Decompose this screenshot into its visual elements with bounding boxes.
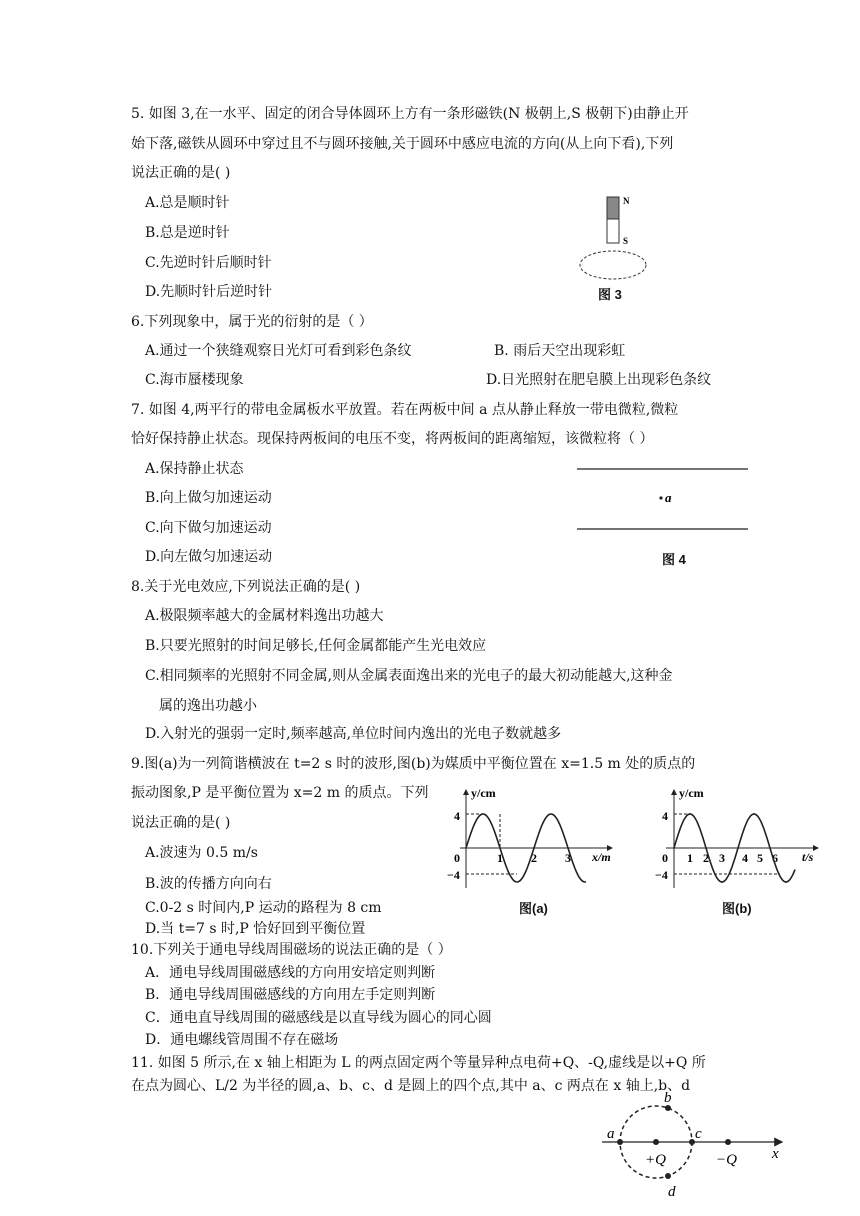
graph-a-xtick-3: 3	[565, 851, 571, 865]
q9-stem-line2: 振动图象,P 是平衡位置为 x=2 m 的质点。下列	[131, 785, 429, 801]
q5-stem-line3: 说法正确的是( )	[131, 165, 231, 181]
label-a: a	[607, 1126, 615, 1142]
q8-option-b: B.只要光照射的时间足够长,任何金属都能产生光电效应	[145, 638, 487, 654]
figure-3-magnet-ring	[570, 190, 680, 285]
q6-option-d: D.日光照射在肥皂膜上出现彩色条纹	[486, 372, 712, 388]
south-label: S	[623, 236, 629, 246]
graph-b-vibration	[650, 780, 830, 895]
graph-b-ytick-bottom: −4	[655, 868, 668, 882]
graph-a-ytick-top: 4	[454, 809, 460, 823]
conductor-ring	[580, 251, 646, 279]
graph-b-xtick-3: 3	[719, 851, 725, 865]
label-minus-q: −Q	[716, 1152, 737, 1168]
figure-5-charges	[600, 1090, 800, 1200]
q6-option-a: A.通过一个狭缝观察日光灯可看到彩色条纹	[145, 343, 412, 359]
q10-option-a: A．通电导线周围磁感线的方向用安培定则判断	[145, 965, 436, 981]
charge-minus-q	[725, 1139, 731, 1145]
q8-option-c-line2: 属的逸出功越小	[159, 698, 257, 714]
q11-stem-line1: 11. 如图 5 所示,在 x 轴上相距为 L 的两点固定两个等量异种点电荷+Q、-Q,虚线是以+Q 所	[131, 1055, 706, 1071]
point-a-label: a	[665, 490, 672, 505]
graph-a-ytick-bottom: −4	[447, 868, 460, 882]
q7-option-a: A.保持静止状态	[145, 461, 244, 477]
q5-option-b: B.总是逆时针	[145, 225, 230, 241]
graph-b-ylabel: y/cm	[679, 786, 704, 800]
figure-3-caption: 图 3	[598, 287, 622, 302]
graph-b-xtick-5: 5	[757, 851, 763, 865]
label-c: c	[695, 1126, 702, 1142]
q7-option-c: C.向下做匀加速运动	[145, 520, 272, 536]
q9-stem-line3: 说法正确的是( )	[131, 815, 231, 831]
q11-stem-line2: 在点为圆心、L/2 为半径的圆,a、b、c、d 是圆上的四个点,其中 a、c 两点在 x 轴上,b、d	[131, 1078, 691, 1094]
q5-stem-line2: 始下落,磁铁从圆环中穿过且不与圆环接触,关于圆环中感应电流的方向(从上向下看),下列	[131, 136, 674, 152]
q8-stem: 8.关于光电效应,下列说法正确的是( )	[131, 579, 361, 595]
q10-stem: 10.下列关于通电导线周围磁场的说法正确的是（ ）	[131, 942, 452, 958]
graph-a-wave	[440, 780, 630, 895]
magnet-north-half	[607, 197, 619, 219]
q5-option-a: A.总是顺时针	[145, 195, 230, 211]
graph-a-xtick-1: 1	[497, 851, 503, 865]
q8-option-a: A.极限频率越大的金属材料逸出功越大	[145, 608, 384, 624]
figure-4-caption: 图 4	[662, 552, 686, 567]
q10-option-d: D．通电螺线管周围不存在磁场	[145, 1032, 339, 1048]
label-d: d	[668, 1184, 676, 1200]
q5-option-c: C.先逆时针后顺时针	[145, 255, 272, 271]
charge-plus-q	[653, 1139, 659, 1145]
label-b: b	[664, 1090, 672, 1106]
q9-option-d: D.当 t=7 s 时,P 恰好回到平衡位置	[145, 921, 366, 937]
q5-option-d: D.先顺时针后逆时针	[145, 284, 273, 300]
q8-option-c-line1: C.相同频率的光照射不同金属,则从金属表面逸出来的光电子的最大初动能越大,这种金	[145, 668, 673, 684]
north-label: N	[623, 196, 630, 206]
q7-option-d: D.向左做匀加速运动	[145, 549, 273, 565]
q8-option-d: D.入射光的强弱一定时,频率越高,单位时间内逸出的光电子数就越多	[145, 726, 562, 742]
q9-option-a: A.波速为 0.5 m/s	[145, 845, 258, 861]
label-x: x	[772, 1146, 779, 1162]
q10-option-b: B．通电导线周围磁感线的方向用左手定则判断	[145, 987, 436, 1003]
label-plus-q: +Q	[645, 1152, 666, 1168]
point-d	[665, 1173, 671, 1179]
q6-option-c: C.海市蜃楼现象	[145, 372, 244, 388]
graph-b-xtick-6: 6	[772, 851, 778, 865]
q6-option-b: B. 雨后天空出现彩虹	[494, 343, 626, 359]
graph-b-xtick-2: 2	[703, 851, 709, 865]
graph-b-xtick-0: 0	[662, 851, 668, 865]
q10-option-c: C．通电直导线周围的磁感线是以直导线为圆心的同心圆	[145, 1010, 492, 1026]
graph-a-xtick-0: 0	[454, 851, 460, 865]
graph-b-xtick-1: 1	[687, 851, 693, 865]
particle-point	[659, 496, 662, 499]
graph-b-xtick-4: 4	[742, 851, 748, 865]
magnet-south-half	[607, 219, 619, 243]
q5-stem-line1: 5. 如图 3,在一水平、固定的闭合导体圆环上方有一条形磁铁(N 极朝上,S 极朝下)由静止开	[131, 106, 689, 122]
q7-stem-line2: 恰好保持静止状态。现保持两板间的电压不变，将两板间的距离缩短，该微粒将（ ）	[131, 431, 654, 447]
q9-option-c: C.0-2 s 时间内,P 运动的路程为 8 cm	[145, 900, 382, 916]
graph-a-xlabel: x/m	[592, 850, 611, 864]
q7-option-b: B.向上做匀加速运动	[145, 490, 272, 506]
graph-b-caption: 图(b)	[722, 901, 752, 916]
graph-a-xtick-2: 2	[531, 851, 537, 865]
figure-4-plates	[575, 460, 755, 540]
point-a	[617, 1139, 623, 1145]
graph-a-caption: 图(a)	[519, 901, 548, 916]
graph-a-ylabel: y/cm	[471, 786, 496, 800]
q9-stem-line1: 9.图(a)为一列简谐横波在 t=2 s 时的波形,图(b)为媒质中平衡位置在 x=1.5 m 处的质点的	[131, 756, 696, 772]
q6-stem: 6.下列现象中，属于光的衍射的是（ ）	[131, 314, 373, 330]
graph-b-ytick-top: 4	[662, 809, 668, 823]
q7-stem-line1: 7. 如图 4,两平行的带电金属板水平放置。若在两板中间 a 点从静止释放一带电微粒,微粒	[131, 402, 679, 418]
q9-option-b: B.波的传播方向向右	[145, 876, 272, 892]
graph-b-xlabel: t/s	[802, 850, 814, 864]
